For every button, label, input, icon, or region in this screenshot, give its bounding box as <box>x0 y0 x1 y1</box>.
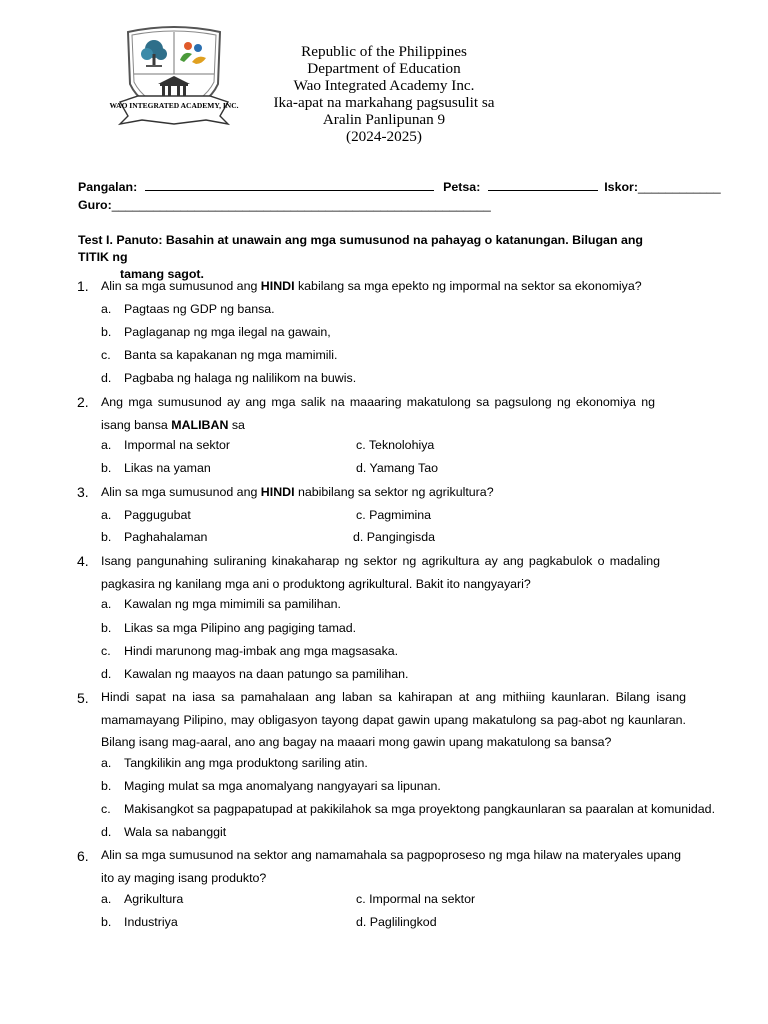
question-number: 3. <box>77 484 89 500</box>
option-a[interactable]: Agrikultura <box>124 892 184 906</box>
question-number: 5. <box>77 690 89 706</box>
teacher-label: Guro: <box>78 198 112 212</box>
option-c[interactable]: Banta sa kapakanan ng mga mamimili. <box>124 348 338 362</box>
date-field[interactable] <box>488 178 598 191</box>
option-b[interactable]: Maging mulat sa mga anomalyang nangyayari sa lipunan. <box>124 779 441 793</box>
logo-ribbon-text: WAO INTEGRATED ACADEMY, INC. <box>109 101 239 110</box>
option-letter: b. <box>101 779 112 793</box>
option-letter: b. <box>101 915 112 929</box>
score-field[interactable]: ____________ <box>637 180 721 194</box>
question-emphasis: HINDI <box>260 279 295 293</box>
teacher-field[interactable]: _______________________________________________________ <box>111 198 491 212</box>
question-text-part: Alin sa mga sumusunod ang <box>101 279 261 293</box>
option-letter: c. <box>101 802 111 816</box>
option-a[interactable]: Kawalan ng mga mimimili sa pamilihan. <box>124 597 341 611</box>
option-b[interactable]: Paghahalaman <box>124 530 208 544</box>
question-text-part: Ang mga sumusunod ay ang mga salik na maaaring makatulong sa pagsulong ng ekonomiya ng isang bansa <box>101 395 655 432</box>
student-info-line <box>78 178 721 194</box>
option-a[interactable]: Tangkilikin ang mga produktong sariling atin. <box>124 756 368 770</box>
header-line-exam: Ika-apat na markahang pagsusulit sa <box>273 94 495 111</box>
option-d[interactable]: Wala sa nabanggit <box>124 825 227 839</box>
question-number: 1. <box>77 278 89 294</box>
header-line-republic: Republic of the Philippines <box>301 43 467 60</box>
question-emphasis: MALIBAN <box>171 417 229 432</box>
option-c[interactable]: Hindi marunong mag-imbak ang mga magsasaka. <box>124 644 399 658</box>
question-text: Isang pangunahing suliraning kinakaharap ng sektor ng agrikultura ay ang pagkabulok o madaling pagkasira ng kanilang mga ani o produktong agrikultural. Bakit ito nangyayari? <box>101 554 660 591</box>
option-letter: c. <box>101 644 111 658</box>
option-c[interactable]: Makisangkot sa pagpapatupad at pakikilahok sa mga proyektong pangkaunlaran sa paaralan at komunidad. <box>124 802 716 816</box>
question-text-part: kabilang sa mga epekto ng impormal na sektor sa ekonomiya? <box>294 279 642 293</box>
question-emphasis: HINDI <box>260 485 295 499</box>
option-c[interactable]: c. Impormal na sektor <box>356 892 476 906</box>
option-letter: c. <box>101 348 111 362</box>
document-header <box>230 43 538 145</box>
option-d[interactable]: Pagbaba ng halaga ng nalilikom na buwis. <box>124 371 357 385</box>
option-a[interactable]: Paggugubat <box>124 508 191 522</box>
option-c[interactable]: c. Pagmimina <box>356 508 432 522</box>
question-text-part: nabibilang sa sektor ng agrikultura? <box>294 485 494 499</box>
school-logo <box>109 24 239 130</box>
question-text: Hindi sapat na iasa sa pamahalaan ang laban sa kahirapan at ang mithiing kaunlaran. Bilang isang mamamayang Pilipino, may obligasyon tayong dapat gawin upang makatulong sa pag-abot ng kaunlaran. Bilang isang mag-aaral, ano ang bagay na maaari mong gawin upang makatulong sa bansa? <box>101 690 686 749</box>
option-b[interactable]: Likas na yaman <box>124 461 211 475</box>
question-text <box>101 481 661 504</box>
option-b[interactable]: Paglaganap ng mga ilegal na gawain, <box>124 325 331 339</box>
header-line-subject: Aralin Panlipunan 9 <box>322 111 446 128</box>
option-c[interactable]: c. Teknolohiya <box>356 438 435 452</box>
question-text-part: sa <box>228 417 245 432</box>
question-text <box>101 275 661 298</box>
option-b[interactable]: Industriya <box>124 915 178 929</box>
date-label: Petsa: <box>443 180 481 194</box>
name-label: Pangalan: <box>78 180 138 194</box>
option-letter: d. <box>101 825 112 839</box>
name-field[interactable] <box>145 178 434 191</box>
question-text <box>101 391 655 436</box>
option-letter: a. <box>101 302 112 316</box>
option-letter: b. <box>101 621 112 635</box>
option-d[interactable]: d. Yamang Tao <box>356 461 438 475</box>
option-letter: a. <box>101 438 112 452</box>
header-line-year: (2024-2025) <box>346 128 422 145</box>
instructions-line-2: tamang sagot. <box>120 267 204 281</box>
option-letter: d. <box>101 667 112 681</box>
option-a[interactable]: Impormal na sektor <box>124 438 231 452</box>
option-letter: d. <box>101 371 112 385</box>
option-b[interactable]: Likas sa mga Pilipino ang pagiging tamad. <box>124 621 357 635</box>
question-text-part: Alin sa mga sumusunod ang <box>101 485 261 499</box>
option-a[interactable]: Pagtaas ng GDP ng bansa. <box>124 302 275 316</box>
option-d[interactable]: d. Paglilingkod <box>356 915 437 929</box>
instructions-line-1: Test I. Panuto: Basahin at unawain ang mga sumusunod na pahayag o katanungan. Bilugan ang TITIK ng <box>78 233 643 264</box>
option-letter: b. <box>101 461 112 475</box>
option-letter: a. <box>101 892 112 906</box>
option-letter: b. <box>101 530 112 544</box>
question-number: 4. <box>77 553 89 569</box>
header-line-department: Department of Education <box>307 60 461 77</box>
question-number: 6. <box>77 848 89 864</box>
teacher-info-line <box>78 198 491 212</box>
option-d[interactable]: d. Pangingisda <box>353 530 435 544</box>
option-letter: b. <box>101 325 112 339</box>
option-letter: a. <box>101 597 112 611</box>
option-d[interactable]: Kawalan ng maayos na daan patungo sa pamilihan. <box>124 667 409 681</box>
question-number: 2. <box>77 394 89 410</box>
option-letter: a. <box>101 756 112 770</box>
score-label: Iskor: <box>604 180 638 194</box>
header-line-school: Wao Integrated Academy Inc. <box>293 77 475 94</box>
option-letter: a. <box>101 508 112 522</box>
question-text: Alin sa mga sumusunod na sektor ang namamahala sa pagpoproseso ng mga hilaw na materyales upang ito ay maging isang produkto? <box>101 848 681 885</box>
